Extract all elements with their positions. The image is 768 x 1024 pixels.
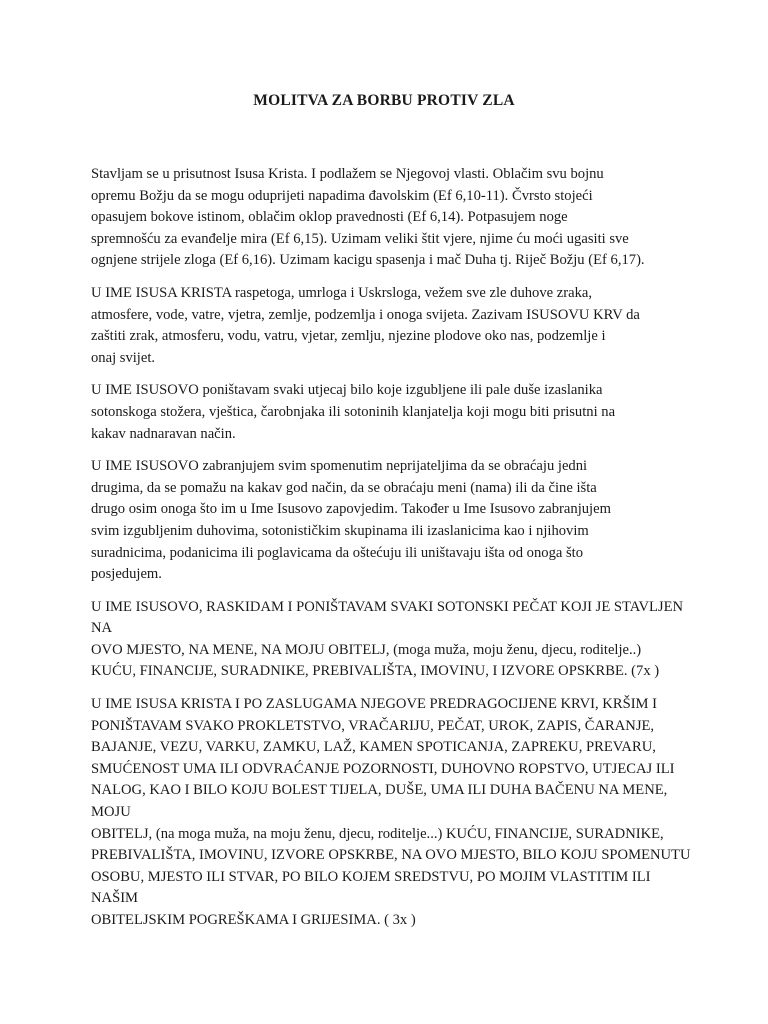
paragraph-binding: U IME ISUSA KRISTA raspetoga, umrloga i Uskrsloga, vežem sve zle duhove zraka, atmosfere, vode, vatre, vjetra, zemlje, podzemlja i onoga svijeta. Zazivam ISUSOVU KRV da zaštiti zrak, atmosferu, vodu, vatru, vjetar, zemlju, njezine plodove oko nas, podzemlje i onaj svijet.	[91, 284, 640, 366]
paragraph-seal: U IME ISUSOVO, RASKIDAM I PONIŠTAVAM SVAKI SOTONSKI PEČAT KOJI JE STAVLJEN NA OVO MJESTO, NA MENE, NA MOJU OBITELJ, (moga muža, moju ženu, djecu, roditelje..) KUĆU, FINANCIJE, SURADNIKE, PREBIVALIŠTA, IMOVINU, I IZVORE OPSKRBE. (7x )	[91, 598, 684, 680]
document-body	[91, 164, 691, 943]
document-title: MOLITVA ZA BORBU PROTIV ZLA	[253, 92, 515, 109]
paragraph-prohibition: U IME ISUSOVO zabranjujem svim spomenutim neprijateljima da se obraćaju jedni drugima, da se pomažu na kakav god način, da se obraćaju meni (nama) ili da čine išta drugo osim onoga što im u Ime Isusovo zapovjedim. Također u Ime Isusovo zabranjujem svim izgubljenim duhovima, sotonističkim skupinama ili izaslanicima kao i njihovim suradnicima, podanicima ili poglavicama da oštećuju ili uništavaju išta od onoga što posjedujem.	[91, 458, 611, 583]
paragraph-armor: Stavljam se u prisutnost Isusa Krista. I podlažem se Njegovoj vlasti. Oblačim svu bojnu opremu Božju da se mogu oduprijeti napadima đavolskim (Ef 6,10-11). Čvrsto stojeći opasujem bokove istinom, oblačim oklop pravednosti (Ef 6,14). Potpasujem noge spremnošću za evanđelje mira (Ef 6,15). Uzimam veliki štit vjere, njime ću moći ugasiti sve ognjene strijele zloga (Ef 6,16). Uzimam kacigu spasenja i mač Duha tj. Riječ Božju (Ef 6,17).	[91, 166, 645, 269]
paragraph-curse: U IME ISUSA KRISTA I PO ZASLUGAMA NJEGOVE PREDRAGOCIJENE KRVI, KRŠIM I PONIŠTAVAM SVAKO PROKLETSTVO, VRAČARIJU, PEČAT, UROK, ZAPIS, ČARANJE, BAJANJE, VEZU, VARKU, ZAMKU, LAŽ, KAMEN SPOTICANJA, ZAPREKU, PREVARU, SMUĆENOST UMA ILI ODVRAĆANJE POZORNOSTI, DUHOVNO ROPSTVO, UTJECAJ ILI NALOG, KAO I BILO KOJU BOLEST TIJELA, DUŠE, UMA ILI DUHA BAČENU NA MENE, MOJU OBITELJ, (na moga muža, na moju ženu, djecu, roditelje...) KUĆU, FINANCIJE, SURADNIKE, PREBIVALIŠTA, IMOVINU, IZVORE OPSKRBE, NA OVO MJESTO, BILO KOJU SPOMENUTU OSOBU, MJESTO ILI STVAR, PO BILO KOJEM SREDSTVU, PO MOJIM VLASTITIM ILI NAŠIM OBITELJSKIM POGREŠKAMA I GRIJESIMA. ( 3x )	[91, 696, 691, 928]
paragraph-cancel-influence: U IME ISUSOVO poništavam svaki utjecaj bilo koje izgubljene ili pale duše izaslanika sotonskoga stožera, vještica, čarobnjaka ili sotoninih klanjatelja koji mogu biti prisutni na kakav nadnaravan način.	[91, 382, 616, 442]
